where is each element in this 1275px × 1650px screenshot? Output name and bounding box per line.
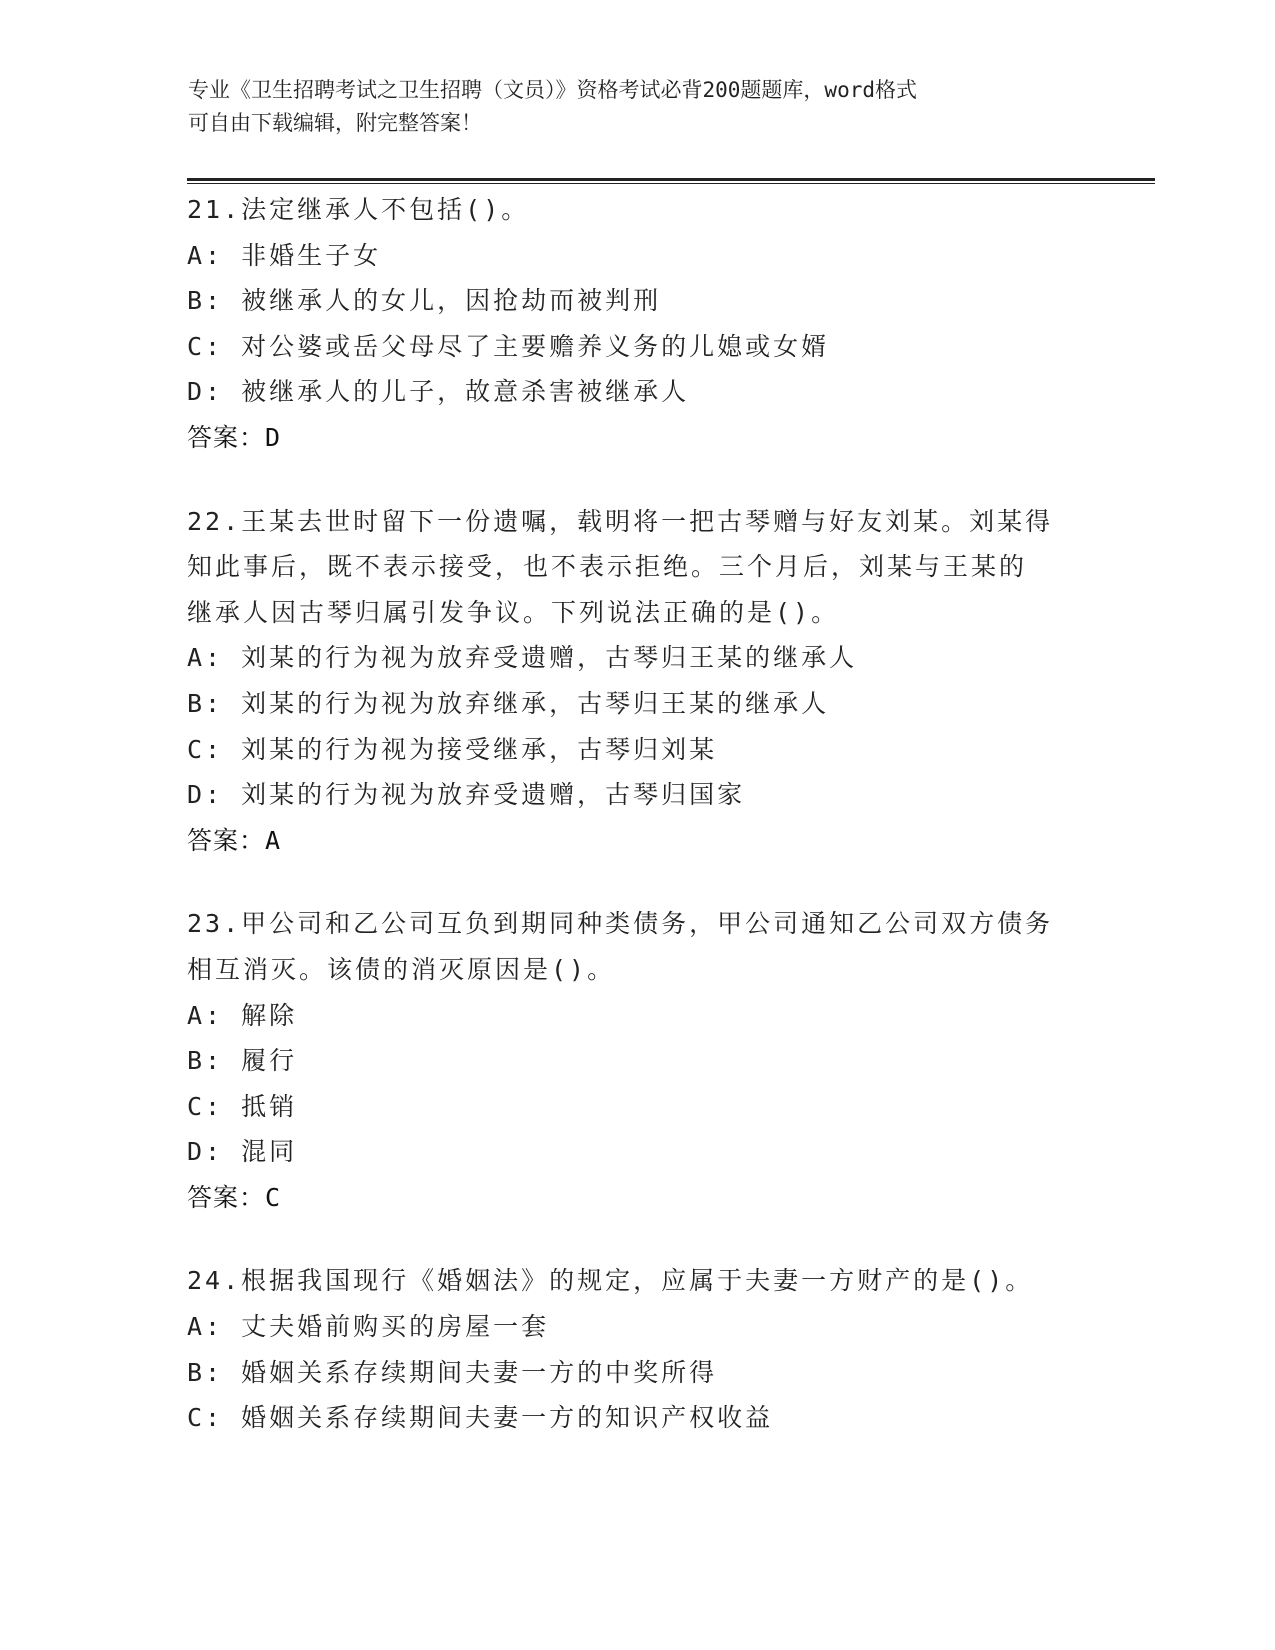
option-a: A: 刘某的行为视为放弃受遗赠，古琴归王某的继承人 bbox=[187, 643, 858, 673]
answer-text: 答案：A bbox=[187, 825, 282, 855]
question-text: 23.甲公司和乙公司互负到期同种类债务，甲公司通知乙公司双方债务 bbox=[187, 909, 1054, 939]
question-block bbox=[187, 901, 1087, 1220]
header-divider-thin bbox=[187, 183, 1155, 184]
header-line: 专业《卫生招聘考试之卫生招聘（文员）》资格考试必背200题题库，word格式 bbox=[188, 78, 917, 102]
option-c: C: 抵销 bbox=[187, 1091, 298, 1121]
question-block bbox=[187, 1258, 1087, 1440]
option-d: D: 刘某的行为视为放弃受遗赠，古琴归国家 bbox=[187, 780, 746, 810]
option-c: C: 婚姻关系存续期间夫妻一方的知识产权收益 bbox=[187, 1403, 774, 1433]
option-b: B: 履行 bbox=[187, 1046, 298, 1076]
option-b: B: 被继承人的女儿，因抢劫而被判刑 bbox=[187, 286, 662, 316]
question-text: 知此事后，既不表示接受，也不表示拒绝。三个月后，刘某与王某的 bbox=[187, 552, 1028, 582]
option-c: C: 对公婆或岳父母尽了主要赡养义务的儿媳或女婿 bbox=[187, 331, 830, 361]
question-block bbox=[187, 187, 1087, 461]
option-c: C: 刘某的行为视为接受继承，古琴归刘某 bbox=[187, 734, 718, 764]
option-b: B: 刘某的行为视为放弃继承，古琴归王某的继承人 bbox=[187, 688, 830, 718]
answer-text: 答案：C bbox=[187, 1182, 282, 1212]
answer-text: 答案：D bbox=[187, 422, 282, 452]
option-a: A: 解除 bbox=[187, 1000, 298, 1030]
header-divider-thick bbox=[187, 178, 1155, 181]
question-list bbox=[187, 187, 1087, 1479]
question-text: 24.根据我国现行《婚姻法》的规定，应属于夫妻一方财产的是()。 bbox=[187, 1266, 1034, 1296]
option-d: D: 被继承人的儿子，故意杀害被继承人 bbox=[187, 377, 690, 407]
question-block bbox=[187, 499, 1087, 864]
option-a: A: 丈夫婚前购买的房屋一套 bbox=[187, 1312, 550, 1342]
header-line: 可自由下载编辑，附完整答案！ bbox=[188, 111, 482, 135]
question-text: 相互消灭。该债的消灭原因是()。 bbox=[187, 954, 616, 984]
option-b: B: 婚姻关系存续期间夫妻一方的中奖所得 bbox=[187, 1357, 718, 1387]
question-text: 继承人因古琴归属引发争议。下列说法正确的是()。 bbox=[187, 597, 840, 627]
document-header bbox=[188, 74, 1088, 140]
option-d: D: 混同 bbox=[187, 1137, 298, 1167]
question-text: 21.法定继承人不包括()。 bbox=[187, 195, 530, 224]
option-a: A: 非婚生子女 bbox=[187, 240, 382, 270]
question-text: 22.王某去世时留下一份遗嘱，载明将一把古琴赠与好友刘某。刘某得 bbox=[187, 506, 1054, 536]
